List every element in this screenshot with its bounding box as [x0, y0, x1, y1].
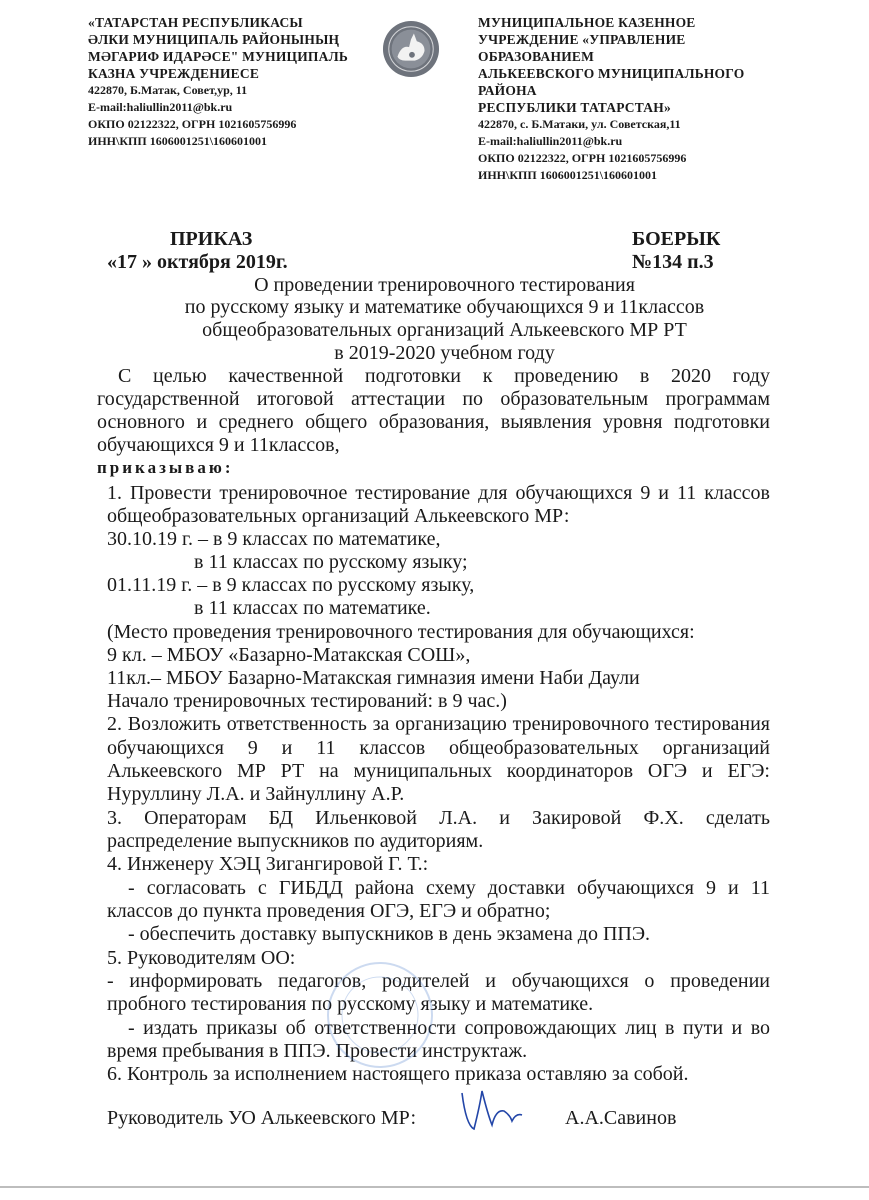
header-right-russian [478, 14, 744, 184]
body-text-line: Начало тренировочных тестирований: в 9 час.) [107, 690, 507, 712]
body-text-line: Нуруллину Л.А. и Зайнуллину А.Р. [107, 783, 405, 805]
body-text-line: государственной итоговой аттестации по образовательным программам [97, 388, 770, 410]
header-right-line: МУНИЦИПАЛЬНОЕ КАЗЕННОЕ [478, 15, 696, 30]
order-title-tt: БОЕРЫК [632, 228, 721, 250]
order-number: №134 п.3 [632, 251, 714, 273]
body-text-line: 11кл.– МБОУ Базарно-Матакская гимназия имени Наби Даули [107, 667, 640, 689]
body-text-line: - обеспечить доставку выпускников в день экзамена до ППЭ. [128, 923, 651, 945]
header-left-line: КАЗНА УЧРЕЖДЕНИЕСЕ [88, 66, 260, 81]
header-left-line: E-mail:haliullin2011@bk.ru [88, 100, 233, 114]
body-text-line: 01.11.19 г. – в 9 классах по русскому языку, [107, 574, 475, 596]
header-left-tatar [88, 14, 348, 150]
body-text-line: обучающихся 9 и 11классов, [97, 434, 340, 456]
body-text-line: в 11 классах по русскому языку; [194, 551, 468, 573]
header-right-line: ОБРАЗОВАНИЕМ [478, 49, 595, 64]
body-text-line: 30.10.19 г. – в 9 классах по математике, [107, 528, 441, 550]
body-text-line: в 11 классах по математике. [194, 597, 431, 619]
body-text-line: обучающихся 9 и 11 классов общеобразовательных организаций [107, 737, 770, 759]
header-right-line: АЛЬКЕЕВСКОГО МУНИЦИПАЛЬНОГО [478, 66, 745, 81]
body-text-line: классов до пункта проведения ОГЭ, ЕГЭ и обратно; [107, 900, 551, 922]
header-right-line: 422870, с. Б.Матаки, ул. Советская,11 [478, 117, 681, 131]
order-subject-line: общеобразовательных организаций Алькеевского МР РТ [202, 319, 687, 341]
body-text-line: - издать приказы об ответственности сопровождающих лиц в пути и во [128, 1017, 770, 1039]
header-left-line: ОКПО 02122322, ОГРН 1021605756996 [88, 117, 297, 131]
order-subject-line: по русскому языку и математике обучающихся 9 и 11классов [184, 296, 705, 318]
signature-position: Руководитель УО Алькеевского МР: [107, 1107, 417, 1129]
header-left-line: 422870, Б.Матак, Совет,ур, 11 [88, 83, 248, 97]
header-right-line: ИНН\КПП 1606001251\160601001 [478, 168, 658, 182]
body-text-line: основного и среднего общего образования, выявления уровня подготовки [97, 411, 770, 433]
header-right-line: УЧРЕЖДЕНИЕ «УПРАВЛЕНИЕ [478, 32, 686, 47]
body-text-line: общеобразовательных организаций Алькеевского МР: [107, 505, 570, 527]
header-right-line: РАЙОНА [478, 83, 537, 98]
body-text-line: 9 кл. – МБОУ «Базарно-Матакская СОШ», [107, 644, 471, 666]
body-text-line: 5. Руководителям ОО: [107, 947, 296, 969]
body-text-line: С целью качественной подготовки к проведению в 2020 году [118, 365, 770, 387]
header-left-line: ИНН\КПП 1606001251\160601001 [88, 134, 268, 148]
signature-name: А.А.Савинов [565, 1107, 677, 1129]
header-right-line: E-mail:haliullin2011@bk.ru [478, 134, 623, 148]
order-subject-line: в 2019-2020 учебном году [334, 342, 555, 364]
header-left-line: МӘГАРИФ ИДАРӘСЕ" МУНИЦИПАЛЬ [88, 49, 348, 64]
coat-of-arms-emblem [382, 20, 440, 78]
scan-edge [0, 1186, 869, 1188]
body-text-line: Алькеевского МР РТ на муниципальных координаторов ОГЭ и ЕГЭ: [107, 760, 770, 782]
header-left-line: «ТАТАРСТАН РЕСПУБЛИКАСЫ [88, 15, 303, 30]
body-text-line: 4. Инженеру ХЭЦ Зигангировой Г. Т.: [107, 853, 429, 875]
order-subject-line: О проведении тренировочного тестирования [254, 274, 635, 296]
order-title-ru: ПРИКАЗ [170, 228, 253, 250]
header-right-line: РЕСПУБЛИКИ ТАТАРСТАН» [478, 100, 671, 115]
body-text-line: 1. Провести тренировочное тестирование для обучающихся 9 и 11 классов [107, 482, 770, 504]
body-text-line: пробного тестирования по русскому языку и математике. [107, 993, 594, 1015]
order-date: «17 » октября 2019г. [107, 251, 288, 273]
header-right-line: ОКПО 02122322, ОГРН 1021605756996 [478, 151, 687, 165]
handwritten-signature [452, 1085, 532, 1135]
body-text-line: - согласовать с ГИБДД района схему доставки обучающихся 9 и 11 [128, 877, 770, 899]
body-text-line: время пребывания в ППЭ. Провести инструктаж. [107, 1040, 528, 1062]
body-text-line: (Место проведения тренировочного тестирования для обучающихся: [107, 621, 695, 643]
stamp-seal [325, 960, 435, 1070]
body-text-line: 6. Контроль за исполнением настоящего приказа оставляю за собой. [107, 1063, 689, 1085]
header-left-line: ӘЛКИ МУНИЦИПАЛЬ РАЙОНЫНЫҢ [88, 32, 340, 47]
order-directive-word: приказываю: [97, 458, 234, 477]
body-text-line: 3. Операторам БД Ильенковой Л.А. и Закировой Ф.Х. сделать [107, 807, 770, 829]
body-text-line: распределение выпускников по аудиториям. [107, 830, 484, 852]
body-text-line: 2. Возложить ответственность за организацию тренировочного тестирования [107, 713, 770, 735]
body-text-line: - информировать педагогов, родителей и обучающихся о проведении [107, 970, 770, 992]
